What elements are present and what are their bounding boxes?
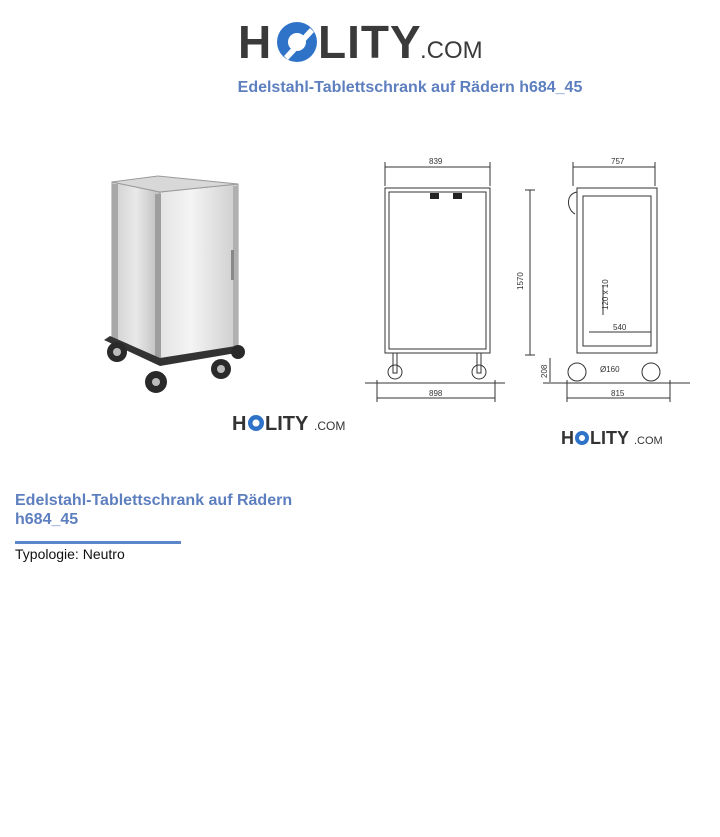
logo-text: LITY [318,16,422,68]
typology-value: Neutro [82,546,125,562]
holity-logo [238,12,488,68]
dim-height: 1570 [516,272,525,290]
dim-front-bottom: 898 [429,389,443,398]
product-name: Edelstahl-Tablettschrank auf Rädern h684_45 [15,492,293,528]
svg-text:H: H [232,413,247,435]
dim-wheel: Ø160 [600,365,620,374]
photo-logo [232,413,345,435]
svg-text:LITY: LITY [590,428,629,448]
typology-line [15,546,125,562]
technical-drawing [355,150,715,450]
svg-text:H: H [561,428,574,448]
logo-o-icon [277,22,317,62]
dim-rails: 120 x 10 [601,279,610,310]
photo-logo-domain: .COM [314,419,346,433]
logo-domain: .COM [420,37,483,64]
dim-side-bottom: 815 [611,389,625,398]
drawing-logo [561,428,663,448]
page-title: Edelstahl-Tablettschrank auf Rädern h684_45 [237,79,583,96]
dim-base: 208 [540,364,549,378]
dim-tray: 540 [613,323,627,332]
divider [15,541,181,544]
svg-text:LITY: LITY [265,413,309,435]
product-photo [0,140,362,440]
site-logo[interactable] [238,12,488,68]
dim-front-top: 839 [429,157,443,166]
dim-side-top: 757 [611,157,625,166]
svg-text:H: H [238,16,272,68]
drawing-logo-domain: .COM [634,435,663,447]
typology-label: Typologie: [15,546,79,562]
